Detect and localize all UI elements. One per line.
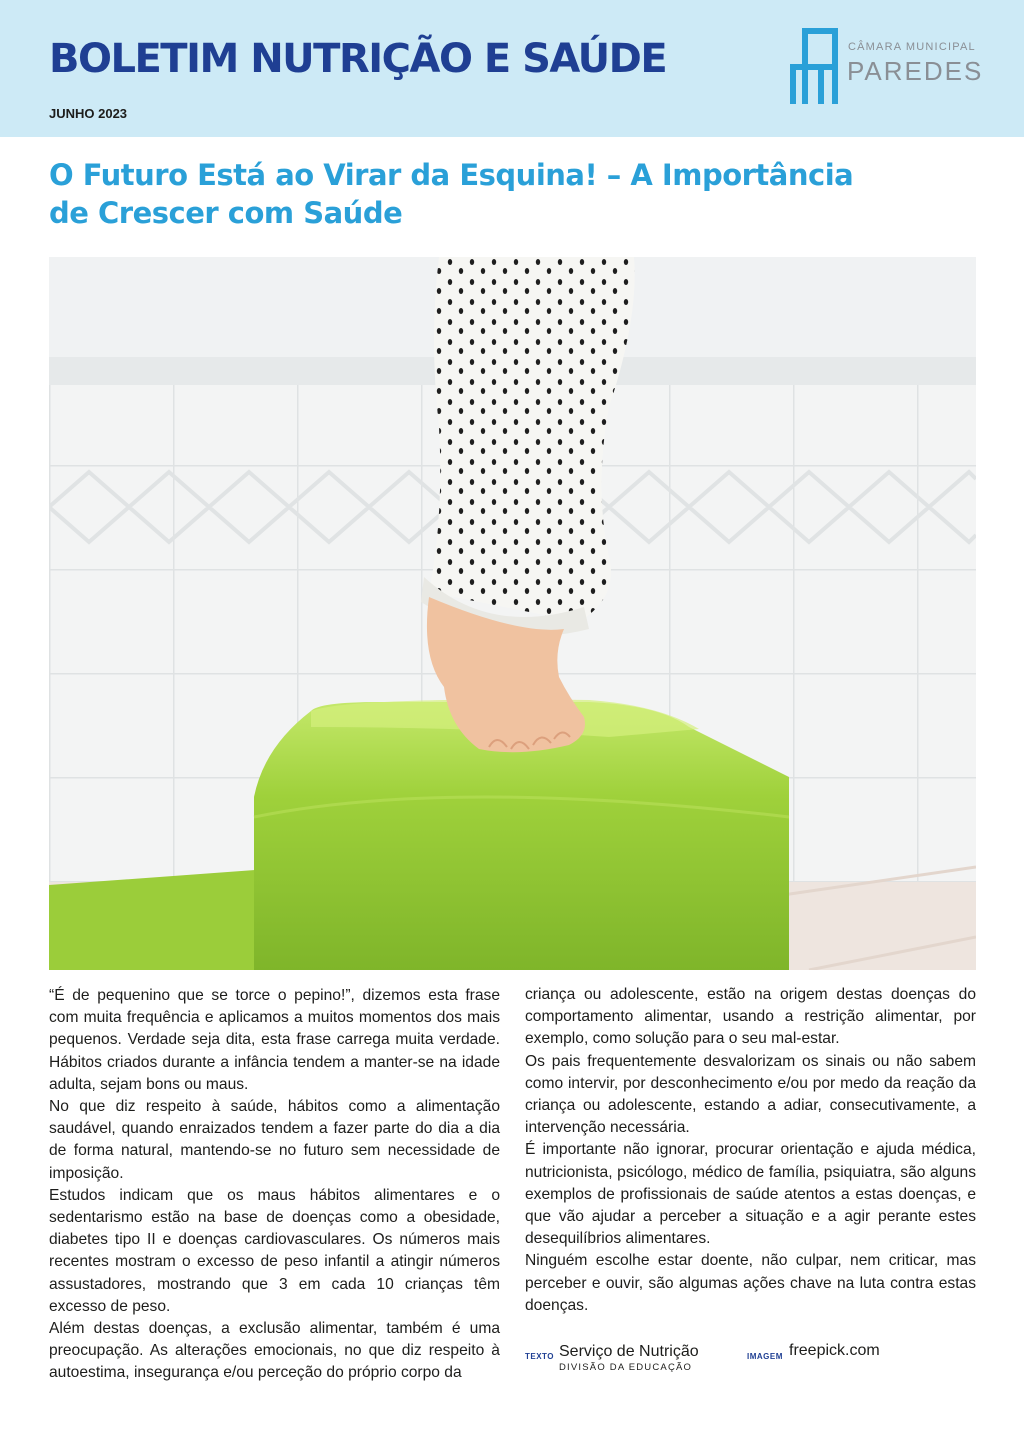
image-credit-value: freepick.com (789, 1342, 880, 1359)
issue-date: JUNHO 2023 (49, 106, 128, 121)
paragraph: É importante não ignorar, procurar orientação e ajuda médica, nutricionista, psicólogo, médico de família, psiquiatra, são alguns exemplos de profissionais de saúde atentos a estas doenças, e que vão ajudar a perceber a situação e a agir perante estes desequilíbrios alimentares. (525, 1141, 976, 1248)
paragraph: Ninguém escolhe estar doente, não culpar, nem criticar, mas perceber e ouvir, são algumas ações chave na luta contra estas doenças. (525, 1252, 976, 1314)
municipality-logo (788, 26, 988, 106)
headline-line-2: de Crescer com Saúde (49, 196, 403, 230)
bulletin-title: BOLETIM NUTRIÇÃO E SAÚDE (49, 36, 667, 82)
paragraph: criança ou adolescente, estão na origem destas doenças do comportamento alimentar, usando a restrição alimentar, por exemplo, como solução para o seu mal-estar. (525, 986, 976, 1048)
paragraph: Estudos indicam que os maus hábitos alimentares e o sedentarismo estão na base de doenças como a obesidade, diabetes tipo II e doenças cardiovasculares. Os números mais recentes mostram o excesso de peso infantil a atingir números assustadores, mostrando que 3 em cada 10 crianças têm excesso de peso. (49, 1186, 500, 1315)
text-credit-value: Serviço de Nutrição (559, 1343, 699, 1360)
paragraph: “É de pequenino que se torce o pepino!”, dizemos esta frase com muita frequência e aplicamos a muitos momentos dos mais pequenos. Verdade seja dita, esta frase carrega muita verdade. Hábitos criados durante a infância tendem a manter-se na idade adulta, sejam bons ou maus. (49, 987, 500, 1093)
header-banner (0, 0, 1024, 137)
logo-name: PAREDES (847, 56, 984, 86)
image-credit-label: IMAGEM (747, 1352, 783, 1361)
logo-top-text: CÂMARA MUNICIPAL (848, 41, 976, 53)
credits (525, 1343, 976, 1373)
article-right-column (525, 984, 976, 1317)
article-left-column (49, 985, 500, 1385)
text-credit-subtitle: DIVISÃO DA EDUCAÇÃO (559, 1362, 693, 1373)
paragraph: Os pais frequentemente desvalorizam os sinais ou não sabem como intervir, por desconhecimento e/ou por medo da reação da criança ou adolescente, estando a adiar, consecutivamente, a intervenção necessária. (525, 1052, 976, 1137)
article-photo (49, 257, 976, 970)
headline-line-1: O Futuro Está ao Virar da Esquina! – A Importância (49, 158, 854, 192)
paragraph: Além destas doenças, a exclusão alimentar, também é uma preocupação. As alterações emocionais, no que diz respeito à autoestima, insegurança e/ou perceção do próprio corpo da (49, 1320, 500, 1382)
text-credit-label: TEXTO (525, 1352, 555, 1361)
paragraph: No que diz respeito à saúde, hábitos como a alimentação saudável, quando enraizados tendem a fazer parte do dia a dia de forma natural, mantendo-se no futuro sem necessidade de imposição. (49, 1098, 500, 1182)
article-headline (49, 156, 949, 232)
chair-icon (788, 26, 844, 106)
